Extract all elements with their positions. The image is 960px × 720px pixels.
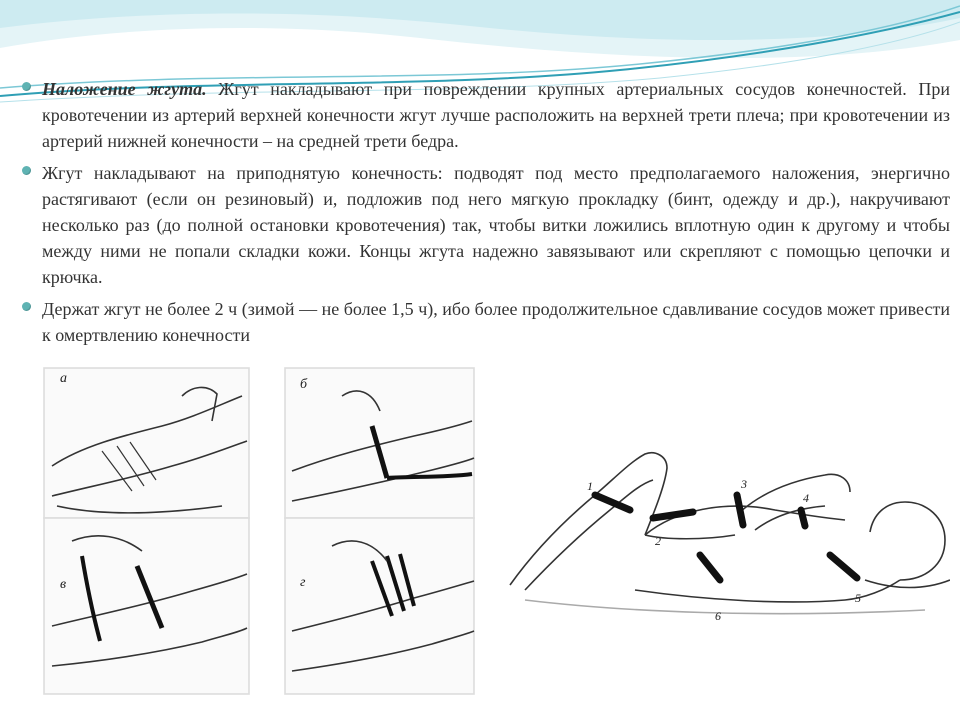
bullet-icon (22, 166, 31, 175)
tourniquet-band-4 (801, 510, 805, 526)
location-label: 6 (715, 609, 721, 623)
paragraph-2 (22, 160, 950, 290)
paragraph-text: Жгут накладывают на приподнятую конечность: подводят под место предполагаемого наложения, энергично растягивают (если он резиновый) и, подложив под него мягкую прокладку (бинт, одежду и др.), накручивают несколько раз (до полной остановки кровотечения) так, чтобы витки ложились вплотную один к другому и чтобы между ними не попали складки кожи. Концы жгута надежно завязывают или скрепляют с помощью цепочки и крючка. (42, 163, 950, 287)
slide-text (22, 76, 950, 354)
tourniquet-locations-figure (505, 440, 950, 630)
location-label: 5 (855, 591, 861, 605)
tourniquet-steps-figure (42, 366, 476, 696)
panel-label: б (300, 377, 308, 392)
panel-label: г (300, 575, 306, 590)
bullet-icon (22, 302, 31, 311)
location-label: 1 (587, 479, 593, 493)
reclining-body-illustration (505, 440, 950, 630)
paragraph-lead: Наложение жгута. (42, 79, 207, 99)
tourniquet-band-3 (737, 495, 743, 525)
paragraph-1 (22, 76, 950, 154)
bullet-icon (22, 82, 31, 91)
panel-label: а (60, 371, 67, 386)
location-label: 4 (803, 491, 809, 505)
paragraph-text: Держат жгут не более 2 ч (зимой — не более 1,5 ч), ибо более продолжительное сдавливание сосудов может привести к омертвлению конечности (42, 299, 950, 345)
tourniquet-band-2 (653, 512, 693, 518)
paragraph-3 (22, 296, 950, 348)
location-label: 3 (741, 477, 747, 491)
tourniquet-band-6 (700, 555, 720, 580)
panel-label: в (60, 577, 67, 592)
tourniquet-steps-illustration (42, 366, 476, 696)
paragraph-text: Жгут накладывают при повреждении крупных артериальных сосудов конечностей. При кровотечении из артерий верхней конечности жгут лучше расположить на верхней трети плеча; при кровотечении из артерий нижней конечности – на средней трети бедра. (42, 79, 950, 151)
tourniquet-band-5 (830, 555, 857, 578)
location-label: 2 (655, 534, 661, 548)
